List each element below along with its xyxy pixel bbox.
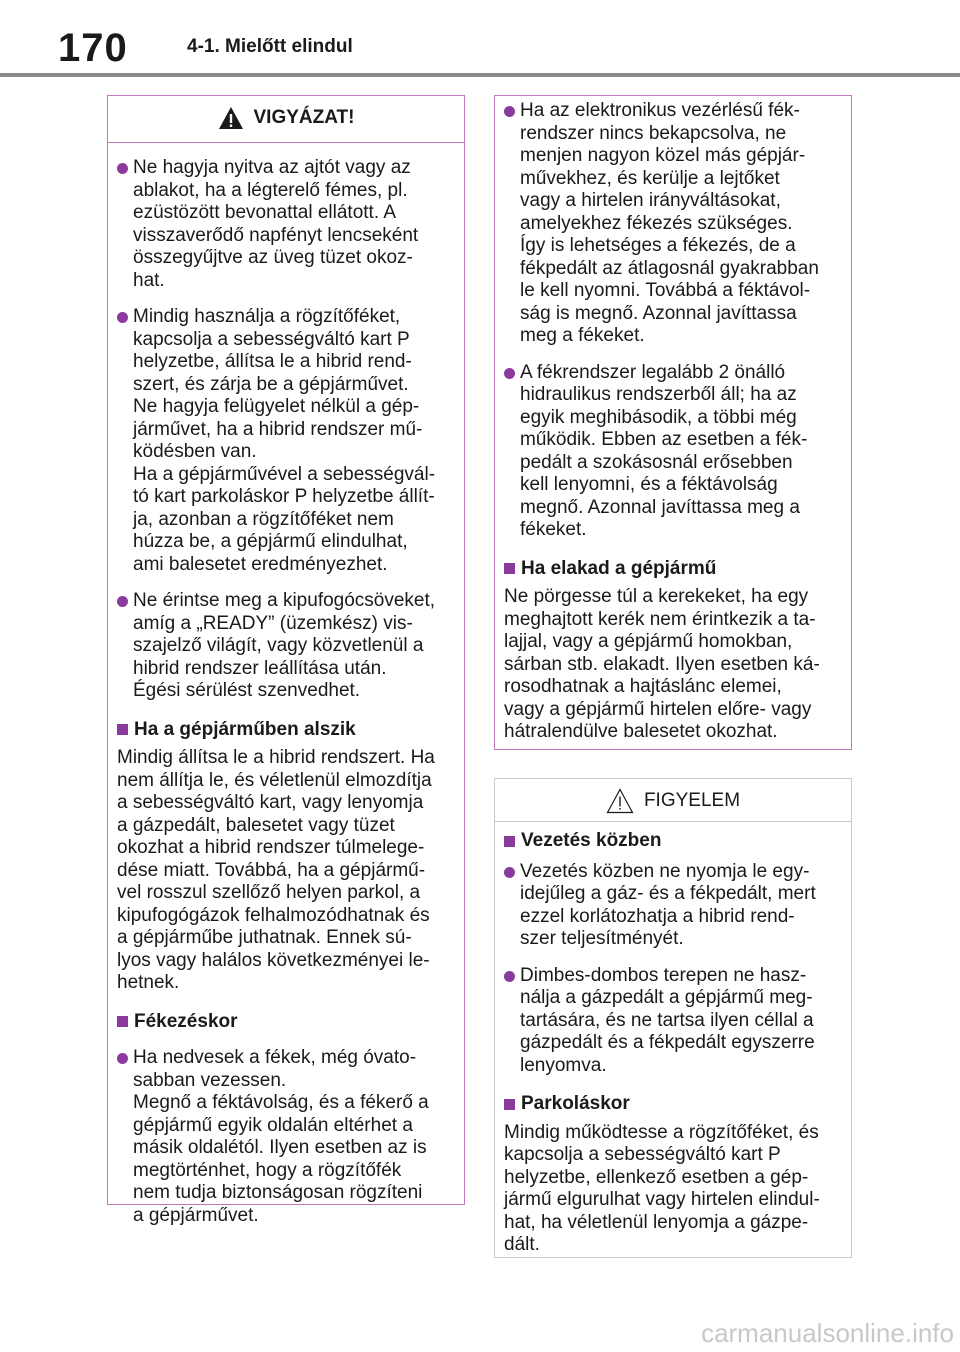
warning-box-continued [494, 95, 852, 750]
list-item-text: A fékrendszer legalább 2 önálló hidraulikus rendszerből áll; ha az egyik meghibásodik, a többi még működik. Ebben az esetben a fék- pedált a szokásosnál erősebben kell lenyomni, és a féktávolság megnő. Azonnal javíttassa meg a fékeket. [520, 361, 808, 540]
list-item-text: Dimbes-dombos terepen ne hasz- nálja a gázpedált a gépjármű meg- tartására, és ne tartsa ilyen céllal a gázpedált és a fékpedált egyszerre lenyomva. [520, 964, 815, 1076]
bullet-icon [504, 867, 515, 878]
notice-box-title: FIGYELEM [643, 790, 741, 811]
subheading [504, 1093, 843, 1116]
subheading-text: Fékezéskor [134, 1010, 238, 1032]
warning-box-header [108, 96, 464, 143]
square-bullet-icon [504, 563, 515, 574]
page-number: 170 [58, 26, 128, 70]
bullet-icon [117, 312, 128, 323]
page-header [0, 0, 960, 80]
list-item [117, 590, 456, 703]
paragraph: Mindig működtesse a rögzítőféket, és kapcsolja a sebességváltó kart P helyzetbe, ellenkező esetben a gép- jármű elgurulhat vagy hirtelen elindul- hat, ha véletlenül lenyomja a gázpe- dált. [504, 1121, 820, 1255]
list-item [504, 861, 843, 951]
list-item-text: Ha nedvesek a fékek, még óvato- sabban vezessen. Megnő a féktávolság, és a fékerő a gépjármű egyik oldalán eltérhet a másik oldalétól. Ilyen esetben az is megtörténhet, hogy a rögzítőfék nem tudja biztonságosan rögzíteni a gépjárművet. [133, 1047, 429, 1226]
subheading-text: Ha elakad a gépjármű [521, 557, 717, 579]
watermark: carmanualsonline.info [701, 1318, 954, 1348]
bullet-icon [117, 1053, 128, 1064]
subheading-text: Ha a gépjárműben alszik [134, 718, 356, 740]
subheading [117, 1011, 456, 1034]
list-item-text: Ha az elektronikus vezérlésű fék- rendszer nincs bekapcsolva, ne menjen nagyon közel más gépjár- művekhez, és kerülje a lejtőket vagy a hirtelen irányváltásokat, amelyekhez fékezés szükséges. Így is lehetséges a fékezés, de a fékpedált az átlagosnál gyakrabban le kell nyomni. Továbbá a féktávol- ság is megnő. Azonnal javíttassa meg a fékeket. [520, 100, 819, 346]
list-item-text: Mindig használja a rögzítőféket, kapcsolja a sebességváltó kart P helyzetbe, állítsa le a hibrid rend- szert, és zárja be a gépjárművet. Ne hagyja felügyelet nélkül a gép- járművet, ha a hibrid rendszer mű- ködésben van. Ha a gépjárművével a sebességvál- tó kart parkoláskor P helyzetbe állít- ja, azonban a rögzítőféket nem húzza be, a gépjármű elindulhat, ami balesetet eredményezhet. [133, 306, 436, 575]
list-item [117, 306, 456, 576]
warning-box-content [108, 157, 464, 1227]
list-item-text: Ne hagyja nyitva az ajtót vagy az ablakot, ha a légterelő fémes, pl. ezüstözött bevonattal ellátott. A visszaverődő napfényt lencseként összegyűjtve az üveg tüzet okoz- hat. [133, 157, 419, 291]
list-item-text: Ne érintse meg a kipufogócsöveket, amíg a „READY” (üzemkész) vis- szajelző világít, vagy közvetlenül a hibrid rendszer leállítása után. Égési sérülést szenvedhet. [133, 590, 436, 701]
list-item [504, 100, 843, 348]
list-item [504, 965, 843, 1078]
bullet-icon [504, 971, 515, 982]
warning-box-title: VIGYÁZAT! [253, 107, 355, 128]
caution-triangle-icon [606, 788, 634, 814]
section-title: 4-1. Mielőtt elindul [187, 36, 353, 57]
list-item [117, 1047, 456, 1227]
subheading-text: Vezetés közben [521, 830, 662, 851]
subheading [504, 830, 843, 853]
warning-box [107, 95, 465, 1226]
bullet-icon [117, 596, 128, 607]
square-bullet-icon [117, 724, 128, 735]
warning-box-continued-content [495, 100, 851, 744]
list-item [504, 362, 843, 542]
list-item [117, 157, 456, 292]
header-rule [0, 73, 960, 77]
square-bullet-icon [504, 1099, 515, 1110]
bullet-icon [504, 106, 515, 117]
bullet-icon [504, 368, 515, 379]
paragraph: Mindig állítsa le a hibrid rendszert. Ha nem állítja le, és véletlenül elmozdítja a sebességváltó kart, vagy lenyomja a gázpedált, balesetet vagy tüzet okozhat a hibrid rendszer túlmelege- dése miatt. Továbbá, ha a gépjármű- vel rosszul szellőző helyen parkol, a kipufogógázok felhalmozódhatnak és a gépjárműbe juthatnak. Ennek sú- lyos vagy halálos következményei le- hetnek. [117, 747, 435, 993]
warning-triangle-icon [218, 106, 244, 130]
subheading-text: Parkoláskor [521, 1093, 630, 1114]
square-bullet-icon [504, 836, 515, 847]
subheading [504, 558, 843, 581]
list-item-text: Vezetés közben ne nyomja le egy- idejűleg a gáz- és a fékpedált, mert ezzel korlátozhatja a hibrid rend- szer teljesítményét. [520, 860, 816, 949]
bullet-icon [117, 163, 128, 174]
notice-box [494, 778, 852, 1258]
notice-box-content [495, 830, 851, 1257]
subheading [117, 719, 456, 742]
square-bullet-icon [117, 1016, 128, 1027]
notice-box-header [495, 779, 851, 822]
paragraph: Ne pörgesse túl a kerekeket, ha egy meghajtott kerék nem érintkezik a ta- lajjal, vagy a gépjármű homokban, sárban stb. elakadt. Ilyen esetben ká- rosodhatnak a hajtáslánc elemei, vagy a gépjármű hirtelen előre- vagy hátralendülve balesetet okozhat. [504, 586, 820, 742]
